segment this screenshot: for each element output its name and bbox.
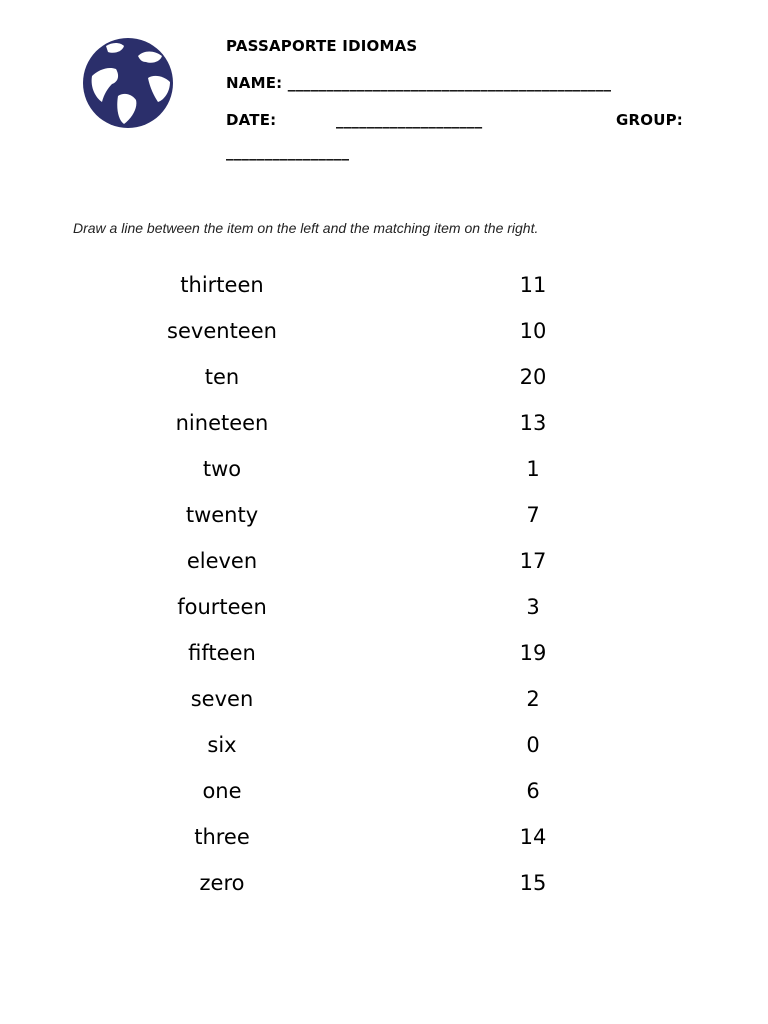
match-row (0, 722, 768, 768)
match-row (0, 676, 768, 722)
right-number: 1 (526, 457, 540, 481)
left-word: thirteen (180, 273, 264, 297)
matching-list (0, 262, 768, 906)
right-number: 3 (526, 595, 540, 619)
match-row (0, 768, 768, 814)
match-row (0, 584, 768, 630)
name-field: NAME: __________________________________________ (226, 74, 612, 92)
right-number: 2 (526, 687, 540, 711)
right-number: 19 (519, 641, 547, 665)
left-word: one (202, 779, 242, 803)
left-word: zero (199, 871, 245, 895)
left-word: two (202, 457, 242, 481)
group-blank: ________________ (226, 143, 350, 161)
match-row (0, 262, 768, 308)
left-word: seven (190, 687, 254, 711)
right-number: 0 (526, 733, 540, 757)
right-number: 10 (519, 319, 547, 343)
match-row (0, 354, 768, 400)
right-number: 13 (519, 411, 547, 435)
match-row (0, 538, 768, 584)
right-number: 11 (519, 273, 547, 297)
match-row (0, 446, 768, 492)
match-row (0, 630, 768, 676)
match-row (0, 860, 768, 906)
match-row (0, 814, 768, 860)
group-label: GROUP: (616, 111, 683, 129)
instructions: Draw a line between the item on the left and the matching item on the right. (73, 220, 539, 236)
match-row (0, 308, 768, 354)
right-number: 7 (526, 503, 540, 527)
date-field: DATE: ___________________ (226, 111, 483, 129)
right-number: 14 (519, 825, 547, 849)
left-word: seventeen (167, 319, 277, 343)
match-row (0, 492, 768, 538)
left-word: ten (204, 365, 240, 389)
left-word: fourteen (177, 595, 267, 619)
globe-icon (78, 36, 178, 130)
right-number: 17 (519, 549, 547, 573)
left-word: fifteen (188, 641, 256, 665)
right-number: 20 (519, 365, 547, 389)
page-title: PASSAPORTE IDIOMAS (226, 37, 418, 55)
right-number: 15 (519, 871, 547, 895)
left-word: six (207, 733, 237, 757)
left-word: nineteen (175, 411, 269, 435)
left-word: twenty (185, 503, 259, 527)
left-word: eleven (186, 549, 258, 573)
right-number: 6 (526, 779, 540, 803)
match-row (0, 400, 768, 446)
left-word: three (194, 825, 250, 849)
